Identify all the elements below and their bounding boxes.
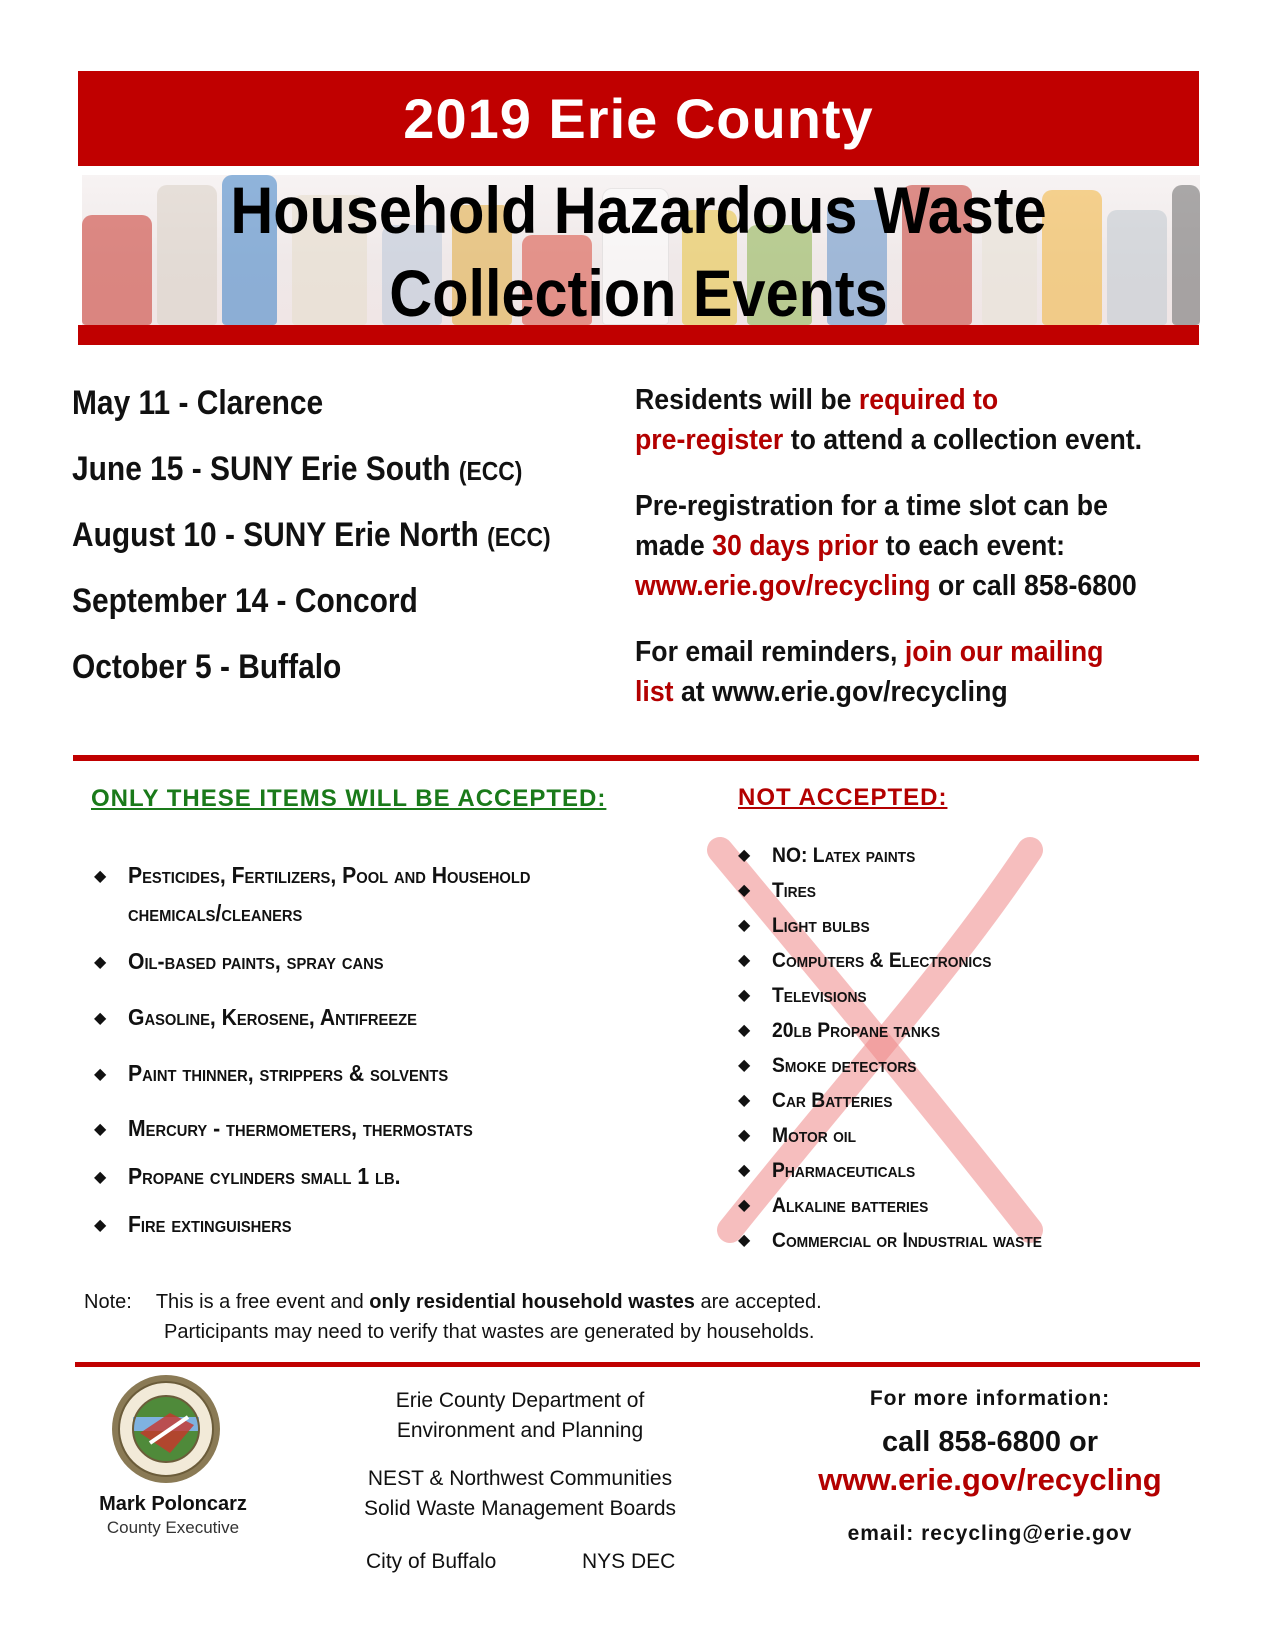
county-seal-icon [110, 1373, 222, 1485]
note-line1: Note: This is a free event and only residential household wastes are accepted. [84, 1291, 822, 1313]
not-accepted-heading: NOT ACCEPTED: [738, 784, 948, 811]
page-title-line1: Household Hazardous Waste [230, 173, 1047, 247]
nys-dec: NYS DEC [582, 1550, 676, 1573]
nest-boards: NEST & Northwest Communities Solid Waste Management Boards [363, 1467, 677, 1520]
diamond-bullet-icon: ◆ [738, 917, 751, 935]
more-info-label: For more information: [869, 1387, 1111, 1410]
call-number: call 858-6800 or [881, 1426, 1099, 1458]
diamond-bullet-icon: ◆ [94, 1216, 107, 1234]
event-item: August 10 - SUNY Erie North (ECC) [72, 516, 551, 554]
accepted-heading: ONLY THESE ITEMS WILL BE ACCEPTED: [91, 785, 607, 812]
preregister-notice: Residents will be required to pre-register to attend a collection event. [635, 384, 1143, 456]
not-accepted-item: ◆ Tires [738, 874, 820, 908]
diamond-bullet-icon: ◆ [738, 1232, 751, 1250]
not-accepted-item: ◆ Motor oil [738, 1119, 863, 1153]
not-accepted-item: ◆ Smoke detectors [738, 1049, 929, 1083]
diamond-bullet-icon: ◆ [738, 987, 751, 1005]
not-accepted-item: ◆ Televisions [738, 979, 875, 1013]
note-line2: Participants may need to verify that wastes are generated by households. [164, 1321, 815, 1343]
executive-name: Mark Poloncarz [99, 1493, 247, 1515]
email-contact[interactable]: email: recycling@erie.gov [847, 1522, 1133, 1545]
not-accepted-item: ◆ Computers & Electronics [738, 944, 1011, 978]
diamond-bullet-icon: ◆ [94, 953, 107, 971]
diamond-bullet-icon: ◆ [94, 1065, 107, 1083]
divider [73, 755, 1199, 761]
footer-divider [75, 1362, 1200, 1367]
diamond-bullet-icon: ◆ [738, 952, 751, 970]
accepted-item: ◆ Gasoline, Kerosene, Antifreeze [94, 998, 654, 1038]
accepted-item: ◆ Propane cylinders small 1 lb. [94, 1157, 654, 1197]
dept-name: Erie County Department of Environment and Planning [395, 1389, 645, 1442]
diamond-bullet-icon: ◆ [738, 1057, 751, 1075]
not-accepted-item: ◆ Pharmaceuticals [738, 1154, 928, 1188]
event-item: October 5 - Buffalo [72, 648, 342, 686]
executive-title: County Executive [106, 1518, 240, 1537]
diamond-bullet-icon: ◆ [94, 1168, 107, 1186]
page-title-line2: Collection Events [389, 256, 888, 330]
recycling-link[interactable]: www.erie.gov/recycling [635, 570, 931, 602]
diamond-bullet-icon: ◆ [738, 1127, 751, 1145]
event-item: May 11 - Clarence [72, 384, 324, 422]
diamond-bullet-icon: ◆ [738, 1022, 751, 1040]
diamond-bullet-icon: ◆ [738, 1162, 751, 1180]
city-of-buffalo: City of Buffalo [366, 1550, 497, 1573]
not-accepted-item: ◆ Commercial or Industrial waste [738, 1224, 1066, 1258]
diamond-bullet-icon: ◆ [738, 1092, 751, 1110]
accepted-item: ◆ Fire extinguishers [94, 1205, 654, 1245]
diamond-bullet-icon: ◆ [738, 847, 751, 865]
banner-title: 2019 Erie County [403, 87, 874, 150]
not-accepted-item: ◆ Car Batteries [738, 1084, 903, 1118]
accepted-item: ◆ Mercury - thermometers, thermostats [94, 1109, 654, 1149]
diamond-bullet-icon: ◆ [94, 867, 107, 885]
not-accepted-item: ◆ NO: Latex paints [738, 839, 928, 873]
diamond-bullet-icon: ◆ [738, 882, 751, 900]
accepted-item: ◆ Paint thinner, strippers & solvents [94, 1054, 654, 1094]
event-item: September 14 - Concord [72, 582, 418, 620]
event-item: June 15 - SUNY Erie South (ECC) [72, 450, 523, 488]
accepted-item: ◆ Pesticides, Fertilizers, Pool and Household chemicals/cleaners [94, 856, 654, 932]
diamond-bullet-icon: ◆ [738, 1197, 751, 1215]
not-accepted-item: ◆ Alkaline batteries [738, 1189, 942, 1223]
diamond-bullet-icon: ◆ [94, 1120, 107, 1138]
website-link[interactable]: www.erie.gov/recycling [818, 1462, 1162, 1497]
preregistration-info: Pre-registration for a time slot can be made 30 days prior to each event: www.erie.gov/recycling or call 858-6800 [635, 490, 1137, 602]
diamond-bullet-icon: ◆ [94, 1009, 107, 1027]
not-accepted-item: ◆ Light bulbs [738, 909, 878, 943]
mailing-list-info: For email reminders, join our mailing list at www.erie.gov/recycling [635, 636, 1104, 708]
accepted-item: ◆ Oil-based paints, spray cans [94, 942, 654, 982]
not-accepted-item: ◆ 20lb Propane tanks [738, 1014, 955, 1048]
